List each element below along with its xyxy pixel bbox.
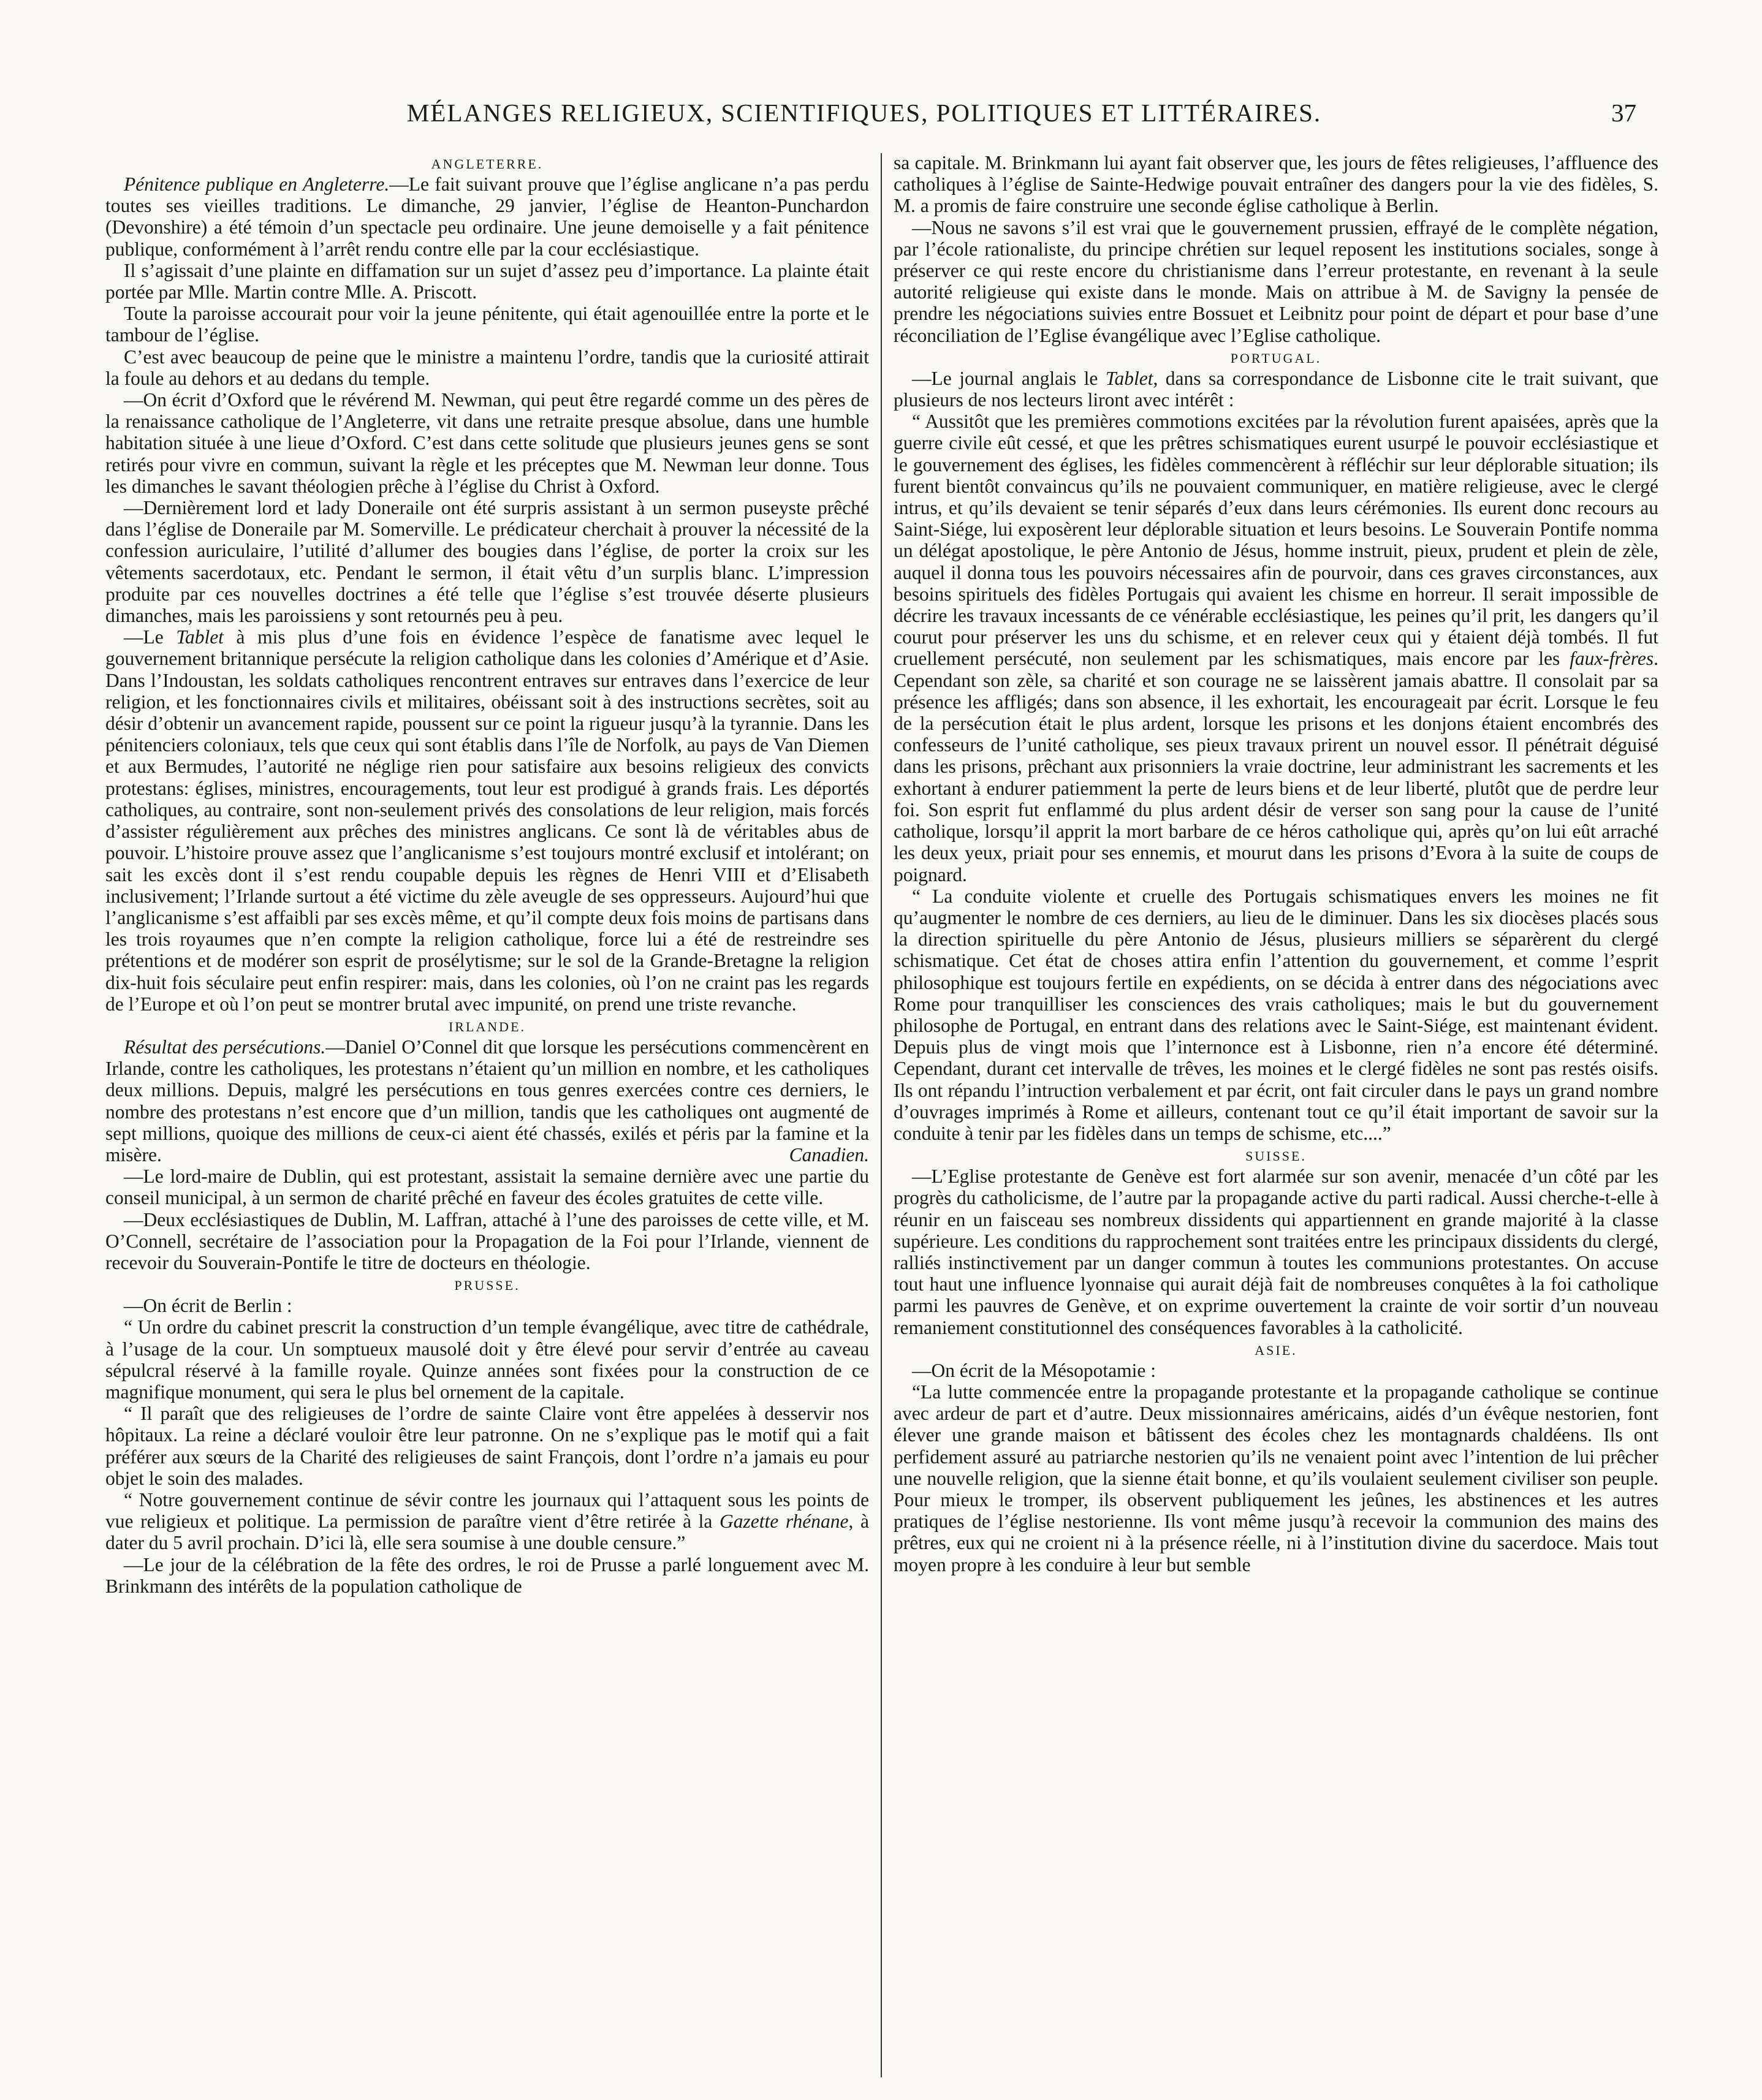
paragraph — [105, 173, 869, 260]
paragraph: Toute la paroisse accourait pour voir la jeune pénitente, qui était agenouillée entre la porte et le tambour de l’église. — [105, 303, 869, 346]
paragraph-text: —Le — [124, 626, 177, 648]
paragraph: —Nous ne savons s’il est vrai que le gouvernement prussien, effrayé de le complète négation, par l’école rationaliste, du principe chrétien sur lequel reposent les institutions sociales, songe à préserver ce qui reste encore du christianisme dans l’erreur protestante, en revenant à la seule autorité religieuse qui existe dans le monde. Mais on attribue à M. de Savigny la pensée de prendre les négociations suivies entre Bossuet et Leibnitz pour point de départ et pour base d’une réconciliation de l’Eglise évangélique avec l’Eglise catholique. — [894, 216, 1658, 346]
paragraph: sa capitale. M. Brinkmann lui ayant fait observer que, les jours de fêtes religieuses, l’affluence des catholiques à l’église de Sainte-Hedwige pouvait entraîner des dangers pour la vie des fidèles, S. M. a promis de faire construire une seconde église catholique à Berlin. — [894, 152, 1658, 217]
paragraph: “ Un ordre du cabinet prescrit la construction d’un temple évangélique, avec titre de cathédrale, à l’usage de la cour. Un somptueux mausolé doit y être élevé pour servir d’entrée au caveau sépulcral réservé à la famille royale. Quinze années sont fixées pour la construction de ce magnifique monument, qui sera le plus bel ornement de la capitale. — [105, 1316, 869, 1403]
source-attribution: Canadien. — [789, 1143, 869, 1166]
paragraph-text: , à dater du 5 avril prochain. D’ici là, elle sera soumise à une double censure.” — [105, 1511, 869, 1554]
paragraph-text: “ Notre gouvernement continue de sévir contre les journaux qui l’attaquent sous les points de vue religieux et politique. La permission de paraître vient d’être retirée à la — [105, 1488, 869, 1533]
section-heading-asie: ASIE. — [1255, 1342, 1297, 1358]
paragraph: —Le jour de la célébration de la fête des ordres, le roi de Prusse a parlé longuement avec M. Brinkmann des intérêts de la population catholique de — [105, 1553, 869, 1597]
paragraph — [894, 411, 1658, 885]
right-column — [894, 152, 1658, 2070]
section-heading-irlande: IRLANDE. — [448, 1018, 526, 1034]
paragraph: “ La conduite violente et cruelle des Portugais schismatiques envers les moines ne fit qu’augmenter le nombre de ces derniers, au lieu de le diminuer. Dans les six diocèses placés sous la direction spirituelle du père Antonio de Jésus, plusieurs milliers se séparèrent du clergé schismatique. Cet état de choses attira enfin l’attention du gouvernement, et comme l’esprit philosophique est toujours fertile en expédients, on se décida à entrer dans des négociations avec Rome pour tranquilliser les consciences des vrais catholiques; mais le but du gouvernement philosophe de Portugal, en entrant dans des relations avec le Saint-Siége, est maintenant évident. Depuis plus de vingt mois que l’internonce est à Lisbonne, rien n’a encore été déterminé. Cependant, durant cet intervalle de trêves, les moines et le clergé fidèles ne sont pas restés oisifs. Ils ont répandu l’intruction verbalement et par écrit, ont fait circuler dans le pays un grand nombre d’ouvrages imprimés à Rome et ailleurs, contenant tout ce qu’il était important de savoir sur la conduite à tenir par les fidèles dans un temps de schisme, etc....” — [894, 885, 1658, 1144]
journal-title: Tablet — [1105, 367, 1153, 389]
paragraph — [894, 368, 1658, 411]
paragraph — [105, 1489, 869, 1554]
column-divider — [881, 153, 882, 2077]
paragraph: —On écrit d’Oxford que le révérend M. Newman, qui peut être regardé comme un des pères de la renaissance catholique de l’Angleterre, vit dans une retraite presque absolue, dans une humble habitation située à une lieue d’Oxford. C’est dans cette solitude que plusieurs jeunes gens se sont retirés pour vivre en commun, suivant la règle et les préceptes que M. Newman leur donne. Tous les dimanches le savant théologien prêche à l’église du Christ à Oxford. — [105, 389, 869, 497]
emphasis: faux-frères — [1570, 648, 1654, 670]
section-heading-prusse: PRUSSE. — [454, 1278, 520, 1294]
paragraph-text: “ Aussitôt que les premières commotions excitées par la révolution furent apaisées, après que la guerre civile eût cessé, et que les prêtres schismatiques eurent usurpé le pouvoir ecclésiastique et le gouvernement des églises, les fidèles commencèrent à réfléchir sur leur déplorable situation; ils furent bientôt convaincus qu’ils ne pouvaient communiquer, en matière religieuse, avec le clergé intrus, et qu’ils devaient se tenir séparés d’eux dans leurs cérémonies. Ils eurent donc recours au Saint-Siége, lui exposèrent leur déplorable situation et leurs besoins. Le Souverain Pontife nomma un délégat apostolique, le père Antonio de Jésus, homme instruit, pieux, prudent et plein de zèle, auquel il donna tous les pouvoirs nécessaires afin de pourvoir, dans ces graves circonstances, aux besoins spirituels des fidèles Portugais qui avaient les chisme en horreur. Il serait impossible de décrire les travaux incessants de ce vénérable ecclésiastique, les peines qu’il prit, les dangers qu’il courut pour préserver les uns du schisme, et en relever ceux qui y étaient déjà tombés. Il fut cruellement persécuté, non seulement par les schismatiques, mais encore par les — [894, 411, 1658, 670]
running-head-title: MÉLANGES RELIGIEUX, SCIENTIFIQUES, POLITIQUES ET LITTÉRAIRES. — [406, 99, 1322, 127]
paragraph: —L’Eglise protestante de Genève est fort alarmée sur son avenir, menacée d’un côté par les progrès du catholicisme, de l’autre par la propagande active du parti radical. Aussi cherche-t-elle à réunir en un faisceau ses nombreux dissidents qui appartiennent en grande majorité à la classe supérieure. Les conditions du rapprochement sont traitées entre les principaux dissidents du clergé, ralliés instinctivement par un danger commun à toutes les communions protestantes. On accuse tout haut une influence lyonnaise qui aurait déjà fait de nombreuses conquêtes à la foi catholique parmi les pauvres de Genève, et on exprime ouvertement la crainte de voir sortir d’un nouveau remaniement constitutionnel des conséquences favorables à la catholicité. — [894, 1166, 1658, 1338]
section-heading-portugal: PORTUGAL. — [1230, 350, 1322, 366]
paragraph: “La lutte commencée entre la propagande protestante et la propagande catholique se continue avec ardeur de part et d’autre. Deux missionnaires américains, aidés d’un évêque nestorien, font élever une grande maison et bâtissent des écoles chez les montagnards chaldéens. Ils ont perfidement assuré au patriarche nestorien qu’ils ne venaient point avec l’intention de lui prêcher une nouvelle religion, que la sienne était bonne, et qu’ils voulaient seulement civiliser son peuple. Pour mieux le tromper, ils observent publiquement les jeûnes, les abstinences et les autres pratiques de l’église nestorienne. Ils vont même jusqu’à recevoir la communion des mains des prêtres, eux qui ne croient ni à la présence réelle, ni à l’institution divine du sacerdoce. Mais tout moyen propre à les conduire à leur but semble — [894, 1381, 1658, 1575]
page-number: 37 — [1611, 99, 1636, 127]
journal-title: Gazette rhénane — [720, 1511, 849, 1533]
paragraph: —Dernièrement lord et lady Doneraile ont été surpris assistant à un sermon puseyste prêché dans l’église de Doneraile par M. Somerville. Le prédicateur cherchait à prouver la nécessité de la confession auriculaire, l’utilité d’allumer des bougies dans l’église, de porter la croix sur les vêtements sacerdotaux, etc. Pendant le sermon, il était vêtu d’un surplis blanc. L’impression produite par ces nouvelles doctrines a été telle que l’église s’est trouvée déserte plusieurs dimanches, mais les paroissiens y sont retournés peu à peu. — [105, 497, 869, 627]
paragraph-text: —Daniel O’Connel dit que lorsque les persécutions commencèrent en Irlande, contre les catholiques, les protestans n’étaient qu’un million en nombre, et les catholiques deux millions. Depuis, malgré les persécutions en tous genres exercées contre ces derniers, le nombre des protestans n’est encore que d’un million, tandis que les catholiques ont augmenté de sept millions, quoique des millions de ceux-ci aient été chassés, exilés et péris par la famine et la misère. — [105, 1036, 869, 1166]
paragraph: C’est avec beaucoup de peine que le ministre a maintenu l’ordre, tandis que la curiosité attirait la foule au dehors et au dedans du temple. — [105, 346, 869, 389]
paragraph: —On écrit de la Mésopotamie : — [912, 1359, 1156, 1381]
paragraph-text: , dans sa correspondance de Lisbonne cite le trait suivant, que plusieurs de nos lecteurs liront avec intérêt : — [894, 367, 1658, 411]
paragraph-text: —Le journal anglais le — [912, 367, 1106, 389]
section-heading-angleterre: ANGLETERRE. — [431, 156, 544, 172]
paragraph: Il s’agissait d’une plainte en diffamation sur un sujet d’assez peu d’importance. La plainte était portée par Mlle. Martin contre Mlle. A. Priscott. — [105, 259, 869, 303]
journal-title: Tablet — [176, 626, 224, 648]
paragraph — [105, 1036, 869, 1166]
left-column — [105, 152, 869, 2070]
paragraph: —Le lord-maire de Dublin, qui est protestant, assistait la semaine dernière avec une partie du conseil municipal, à un sermon de charité prêché en faveur des écoles gratuites de cette ville. — [105, 1166, 869, 1209]
section-heading-suisse: SUISSE. — [1245, 1148, 1307, 1164]
paragraph — [105, 626, 869, 1015]
paragraph-text: . Cependant son zèle, sa charité et son courage ne se laissèrent jamais abattre. Il consolait par sa présence les affligés; dans son absence, il les exhortait, les encourageait par écrit. Lorsque le feu de la persécution était le plus ardent, lorsque les prisons et les donjons étaient encombrés des confesseurs de l’unité catholique, ses pieux travaux prirent un nouvel essor. Il pénétrait déguisé dans les prisons, prêchant aux prisonniers la vraie doctrine, leur administrant les sacrements et les exhortant à endurer patiemment la perte de leurs biens et de leur liberté, plutôt que de perdre leur foi. Son esprit fut enflammé du plus ardent désir de verser son sang pour la cause de l’unité catholique, lorsqu’il apprit la mort barbare de ce héros catholique qui, après qu’on lui eût arraché les deux yeux, priait pour ses ennemis, et mourut dans les prisons d’Evora à la suite de coups de poignard. — [894, 648, 1658, 885]
article-subheading: Résultat des persécutions. — [124, 1036, 326, 1058]
article-subheading: Pénitence publique en Angleterre. — [124, 173, 390, 195]
page-header — [92, 98, 1636, 141]
paragraph-text: —Le fait suivant prouve que l’église anglicane n’a pas perdu toutes ses vieilles traditions. Le dimanche, 29 janvier, l’église de Heanton-Punchardon (Devonshire) a été témoin d’un spectacle peu ordinaire. Une jeune demoiselle y a fait pénitence publique, conformément à l’arrêt rendu contre elle par la cour ecclésiastique. — [105, 173, 869, 260]
paragraph: “ Il paraît que des religieuses de l’ordre de sainte Claire vont être appelées à desservir nos hôpitaux. La reine a déclaré vouloir être leur patronne. On ne s’explique pas le motif qui a fait préférer aux sœurs de la Charité des religieuses de saint François, dont l’ordre n’a jamais eu pour objet le soin des malades. — [105, 1403, 869, 1489]
paragraph: —On écrit de Berlin : — [124, 1295, 292, 1317]
paragraph-text: à mis plus d’une fois en évidence l’espèce de fanatisme avec lequel le gouvernement britannique persécute la religion catholique dans les colonies d’Amérique et d’Asie. Dans l’Indoustan, les soldats catholiques rencontrent entraves sur entraves dans l’exercice de leur religion, et les fonctionnaires civils et militaires, obéissant soit à des instructions secrètes, soit au désir d’obtenir un avancement rapide, poussent sur ce point la rigueur jusqu’à la tyrannie. Dans les pénitenciers coloniaux, tels que ceux qui sont établis dans l’île de Norfolk, au pays de Van Diemen et aux Bermudes, l’autorité ne néglige rien pour satisfaire aux besoins religieux des convicts protestans: églises, ministres, encouragements, tout leur est prodigué à grands frais. Les déportés catholiques, au contraire, sont non-seulement privés des consolations de leur religion, mais forcés d’assister régulièrement aux prêches des ministres anglicans. Ce sont là de véritables abus de pouvoir. L’histoire prouve assez que l’anglicanisme s’est toujours montré exclusif et intolérant; on sait les excès dont il s’est rendu coupable depuis les règnes de Henri VIII et d’Elisabeth inclusivement; l’Irlande surtout a été victime du zèle aveugle de ses oppresseurs. Aujourd’hui que l’anglicanisme s’est affaibli par ses excès même, et qu’il compte deux fois moins de partisans dans les trois royaumes que n’en compte la religion catholique, force lui a été de restreindre ses prétentions et de modérer son esprit de prosélytisme; sur le sol de la Grande-Bretagne la religion dix-huit fois séculaire peut enfin respirer: mais, dans les colonies, où l’on ne craint pas les regards de l’Europe et où l’on peut se montrer brutal avec impunité, on prend une triste revanche. — [105, 626, 869, 1015]
paragraph: —Deux ecclésiastiques de Dublin, M. Laffran, attaché à l’une des paroisses de cette ville, et M. O’Connell, secrétaire de l’association pour la Propagation de la Foi pour l’Irlande, viennent de recevoir du Souverain-Pontife le titre de docteurs en théologie. — [105, 1208, 869, 1273]
